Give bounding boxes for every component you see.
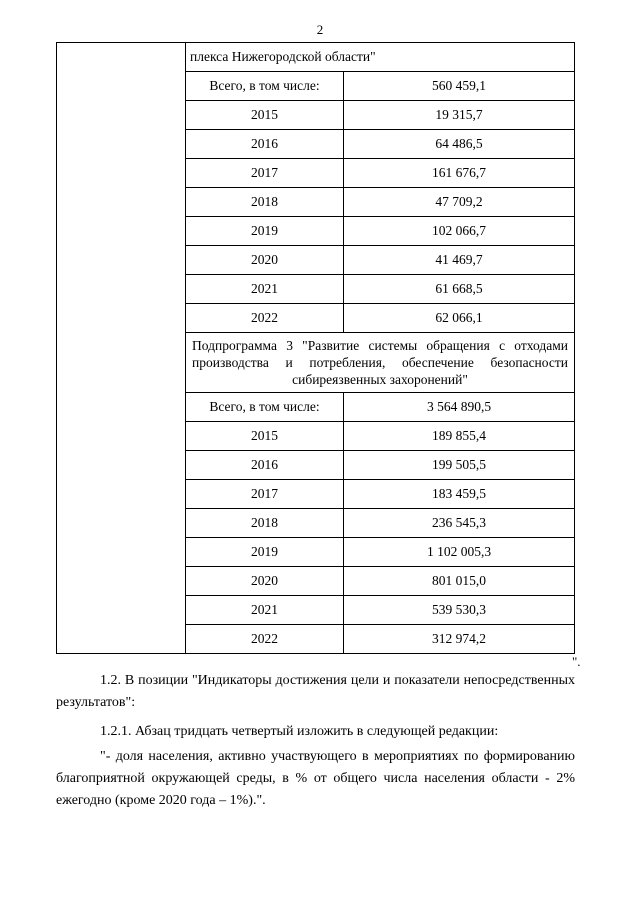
row-label: 2019 [186, 217, 344, 246]
row-value: 61 668,5 [344, 275, 575, 304]
row-label: 2018 [186, 509, 344, 538]
row-value: 41 469,7 [344, 246, 575, 275]
row-value: 312 974,2 [344, 625, 575, 654]
row-value: 539 530,3 [344, 596, 575, 625]
row-label: 2016 [186, 451, 344, 480]
row-label: Всего, в том числе: [186, 393, 344, 422]
row-value: 3 564 890,5 [344, 393, 575, 422]
row-value: 236 545,3 [344, 509, 575, 538]
row-label: 2018 [186, 188, 344, 217]
row-label: 2017 [186, 159, 344, 188]
row-label: 2015 [186, 101, 344, 130]
row-value: 189 855,4 [344, 422, 575, 451]
row-value: 1 102 005,3 [344, 538, 575, 567]
row-label: Всего, в том числе: [186, 72, 344, 101]
section1-title: плекса Нижегородской области" [186, 43, 575, 72]
row-value: 19 315,7 [344, 101, 575, 130]
left-empty-column [57, 43, 186, 654]
row-value: 801 015,0 [344, 567, 575, 596]
row-label: 2022 [186, 304, 344, 333]
table-row [57, 43, 575, 72]
page-number: 2 [316, 22, 324, 37]
row-label: 2015 [186, 422, 344, 451]
funding-table [56, 42, 575, 654]
row-label: 2021 [186, 596, 344, 625]
row-label: 2022 [186, 625, 344, 654]
row-label: 2020 [186, 567, 344, 596]
paragraph-1-2: 1.2. В позиции "Индикаторы достижения цели и показатели непосредственных результатов": [56, 673, 575, 710]
row-value: 102 066,7 [344, 217, 575, 246]
row-label: 2016 [186, 130, 344, 159]
row-value: 47 709,2 [344, 188, 575, 217]
row-value: 161 676,7 [344, 159, 575, 188]
row-label: 2017 [186, 480, 344, 509]
row-label: 2020 [186, 246, 344, 275]
row-value: 199 505,5 [344, 451, 575, 480]
row-value: 64 486,5 [344, 130, 575, 159]
section2-title: Подпрограмма 3 "Развитие системы обращения с отходами производства и потребления, обеспечение безопасности сибиреязвенных захоронений" [186, 333, 575, 393]
row-value: 62 066,1 [344, 304, 575, 333]
row-label: 2019 [186, 538, 344, 567]
paragraph-quoted-text: "- доля населения, активно участвующего в мероприятиях по формированию благоприятной окружающей среды, в % от общего числа населения области - 2% ежегодно (кроме 2020 года – 1%).". [56, 749, 575, 808]
row-label: 2021 [186, 275, 344, 304]
paragraph-1-2-1: 1.2.1. Абзац тридцать четвертый изложить в следующей редакции: [100, 724, 499, 739]
row-value: 183 459,5 [344, 480, 575, 509]
closing-quote: ". [572, 654, 581, 669]
row-value: 560 459,1 [344, 72, 575, 101]
